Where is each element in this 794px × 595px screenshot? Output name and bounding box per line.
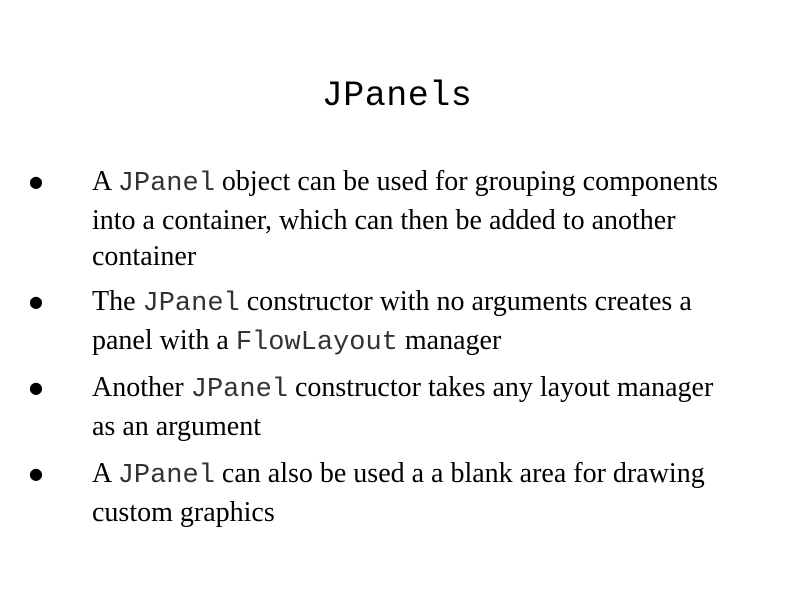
code-term: JPanel [117,461,215,491]
bullet-text: The [92,286,143,317]
bullet-text: A [92,458,118,489]
bullet-text: Another [92,372,191,403]
bullet-item [29,164,732,276]
bullet-dot-icon: ● [29,378,43,397]
bullet-item [29,284,732,361]
bullet-text: constructor takes any layout manager as an argument [92,372,714,442]
slide-title: JPanels [321,76,473,116]
bullet-item [29,456,732,531]
bullet-dot-icon: ● [29,292,43,311]
bullet-dot-icon: ● [29,464,43,483]
code-term: JPanel [117,169,215,199]
bullet-text: can also be used a a blank area for drawing custom graphics [92,458,705,528]
code-term: JPanel [142,289,240,319]
bullet-text: constructor with no arguments creates a panel with a [92,286,692,356]
bullet-text: manager [397,324,502,356]
bullet-item [29,370,732,445]
bullet-text: object can be used for grouping components into a container, which can then be added to another container [92,166,718,272]
code-term: FlowLayout [235,327,398,358]
bullet-text: A [92,166,118,197]
code-term: JPanel [190,375,288,405]
bullet-dot-icon: ● [29,172,43,191]
